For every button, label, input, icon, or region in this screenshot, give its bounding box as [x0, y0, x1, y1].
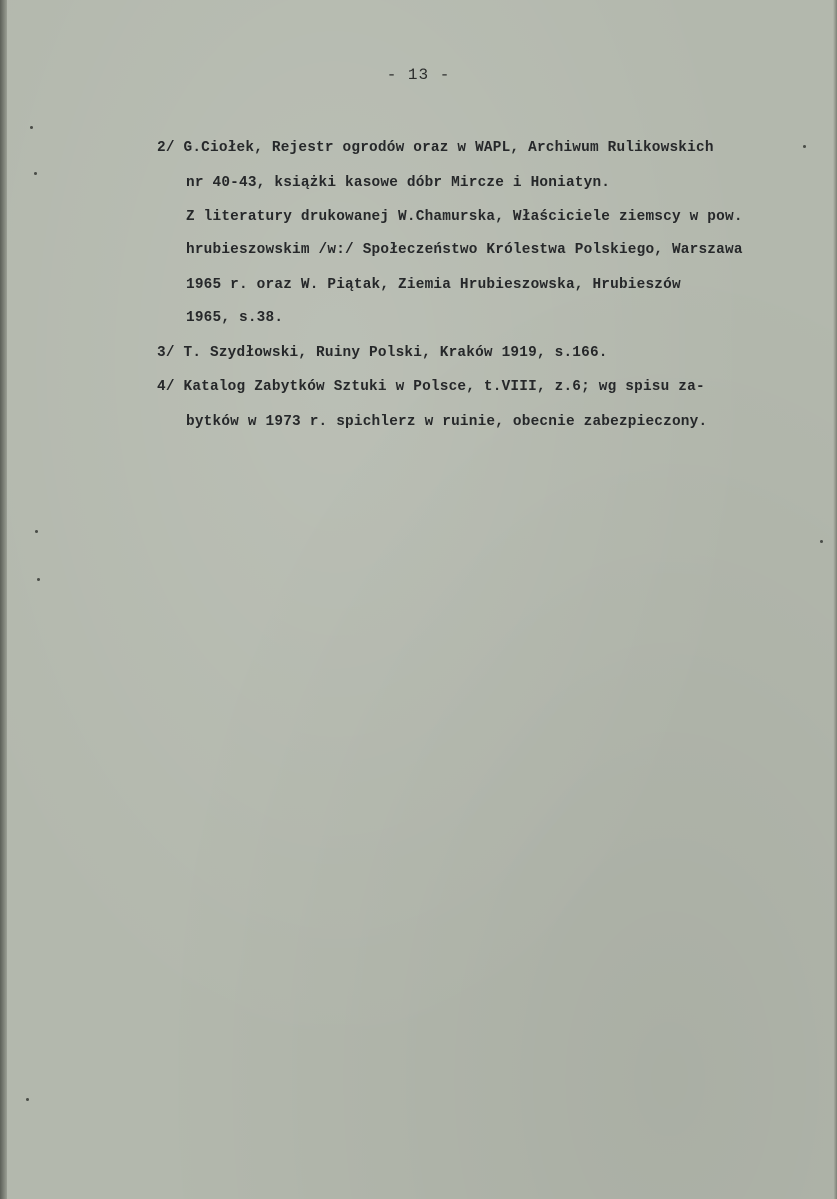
scan-speck	[820, 540, 823, 543]
scan-speck	[30, 126, 33, 129]
footnote-line: 1965, s.38.	[186, 310, 284, 326]
scan-speck	[37, 578, 40, 581]
footnote-line: Z literatury drukowanej W.Chamurska, Właściciele ziemscy w pow.	[186, 209, 743, 225]
scan-speck	[26, 1098, 29, 1101]
scan-edge-left	[0, 0, 7, 1199]
page-number: - 13 -	[386, 66, 451, 84]
footnote-line: 4/ Katalog Zabytków Sztuki w Polsce, t.VIII, z.6; wg spisu za-	[157, 379, 705, 395]
footnote-line: 1965 r. oraz W. Piątak, Ziemia Hrubieszowska, Hrubieszów	[186, 277, 681, 293]
scan-speck	[34, 172, 37, 175]
footnote-line: 2/ G.Ciołek, Rejestr ogrodów oraz w WAPL, Archiwum Rulikowskich	[157, 140, 714, 156]
footnote-line: bytków w 1973 r. spichlerz w ruinie, obecnie zabezpieczony.	[186, 414, 708, 430]
footnote-line: nr 40-43, książki kasowe dóbr Mircze i Honiatyn.	[186, 175, 611, 191]
scan-edge-right	[833, 0, 837, 1199]
footnote-line: 3/ T. Szydłowski, Ruiny Polski, Kraków 1919, s.166.	[157, 345, 608, 361]
scan-speck	[35, 530, 38, 533]
footnote-line: hrubieszowskim /w:/ Społeczeństwo Królestwa Polskiego, Warszawa	[186, 242, 743, 258]
scan-speck	[803, 145, 806, 148]
